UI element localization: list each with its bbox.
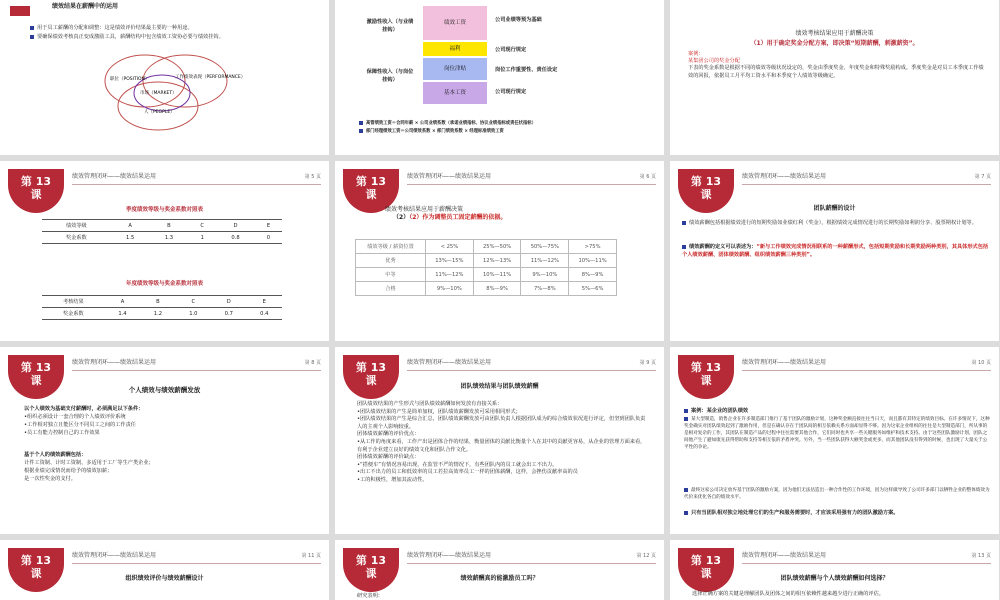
- venn-label-position: 职位（POSITION）: [110, 77, 150, 82]
- slide-title: 绩效薪酬真的能激励员工吗？: [460, 575, 539, 582]
- case-title: 案例：: [688, 51, 704, 57]
- conditions-heading: 以个人绩效为基础支付薪酬时，必须满足以下条件：: [24, 406, 144, 412]
- case-paragraph-1: 某大型制造，销售企业在许多制造部门推行了基于团队的激励计划，这种奖金额直接往往当日天，而且都有其特定的绩效目标。在许多情况下，这种奖金确实对团队绩效起到了激励作用，但是在确认存在于团队间的相互依赖关系方面却显得不够。因为这家企业组织的往往是大型制造部门，所从事的是相对复杂的工作，其团队在制造产品的过程中往往需要其他合作，它们同时也共享一些关键服务如维护和技术支持。由于这些团队激励计划，团队之间他产生了避如康先获得帮助和支持等相互依的矛盾冲突。另外，当一些团队获得大额奖金或更多，而其他团队没有得到的时候，也出现了大量关于公平性的争论。: [684, 417, 990, 450]
- type-1: 计件工资制、计时工资制、多适用于工厂等生产类企业；: [24, 460, 154, 466]
- salary-adjustment-table: 绩效等级 / 薪资位置 < 25% 25%—50% 50%—75% >75% 优秀 13%—15% 12%—13% 11%—12% 10%—11% 中等 11%—12% 10%—11% 9%—10% 8%—9% 合格 9%—10% 8%—9% 7%—8% 5%—6%: [355, 239, 617, 296]
- page-number: 第 8 页: [304, 360, 321, 366]
- slide-thumb-2[interactable]: [335, 0, 664, 155]
- slide-header: 绩效管理闭环——绩效结果运用: [407, 552, 492, 559]
- lesson-badge: 第 13 课: [8, 548, 64, 592]
- bar-welfare: 福利: [423, 42, 487, 56]
- lesson-badge: 第 13 课: [8, 355, 64, 399]
- case-heading: 案例：某企业的团队绩效: [684, 407, 748, 415]
- condition-2: •工作相对独立且能区分不同员工之间的工作责任: [24, 422, 136, 428]
- types-heading: 基于个人的绩效薪酬包括：: [24, 452, 87, 458]
- slide-thumb-4[interactable]: [0, 161, 329, 341]
- slide-header: 绩效管理闭环——绩效结果运用: [72, 173, 157, 180]
- case-name: 某集团公司的奖金分配: [688, 58, 740, 64]
- bullet-2: 要确保绩效考核真正变成激励工具，薪酬结构中包含绩效工资协必要与绩效挂钩。: [30, 33, 310, 41]
- lesson-badge: 第 13 课: [343, 355, 399, 399]
- slide-header: 绩效管理闭环——绩效结果运用: [72, 552, 157, 559]
- slide-title: 绩效考核结果应用于薪酬决策: [795, 30, 874, 37]
- slide-title: 绩效结果在薪酬中的运用: [52, 3, 119, 10]
- slide-title: 团队绩效结果与团队绩效薪酬: [460, 383, 539, 390]
- case-paragraph-2: 最终这家公司决定放弃基于团队的激励方案，因为他们无法估造出一种合作性的工作环境，因为这样做导致了公司许多部门以牺牲企业的整体绩效为代价来优化各自的绩效水平。: [684, 488, 990, 500]
- page-number: 第 6 页: [639, 174, 656, 180]
- slide-thumb-11[interactable]: [335, 540, 664, 600]
- slide-thumb-7[interactable]: [0, 347, 329, 534]
- slide-header: 绩效管理闭环——绩效结果运用: [742, 552, 827, 559]
- lesson-badge: 第 13 课: [343, 548, 399, 592]
- lesson-badge: 第 13 课: [678, 548, 734, 592]
- slide-subtitle: （2）（2）作为调整员工固定薪酬的依据。: [393, 214, 507, 221]
- quarterly-bonus-table: 绩效等级 A B C D E 奖金系数 1.5 1.3 1 0.8 0: [42, 219, 282, 244]
- lesson-badge: 第 13 课: [8, 169, 64, 213]
- slide-header: 绩效管理闭环——绩效结果运用: [407, 173, 492, 180]
- condition-1: •组织必须设计一套合理的个人绩效评价系统: [24, 414, 126, 420]
- lesson-badge: 第 13 课: [678, 355, 734, 399]
- condition-3: •员工有能力控制自己的工作效果: [24, 430, 100, 436]
- page-number: 第 12 页: [636, 553, 656, 559]
- slide-title: 绩效考核结果应用于薪酬决策: [385, 206, 464, 213]
- page-number: 第 7 页: [974, 174, 991, 180]
- page-number: 第 11 页: [301, 553, 321, 559]
- slide-title: 团队绩效薪酬与个人绩效薪酬如何选择？: [780, 575, 889, 582]
- page-number: 第 13 页: [971, 553, 991, 559]
- incentive-income-label: 激励性收入（与业绩挂钩）: [366, 19, 414, 33]
- note-2: 部门经理绩效工资＝公司绩效系数 × 部门绩效系数 × 经理标准绩效工资: [359, 128, 649, 136]
- annual-bonus-table: 考核结果 A B C D E 奖金系数 1.4 1.2 1.0 0.7 0.4: [42, 295, 282, 320]
- slide-subtitle: （1）用于确定奖金分配方案，即决策“短期薪酬，刺激薪资”。: [750, 40, 919, 47]
- table-2-title: 年度绩效等级与奖金系数对照表: [125, 281, 203, 287]
- basis-3: 岗位工作重要性、责任设定: [495, 67, 558, 73]
- slide-thumb-1[interactable]: [0, 0, 329, 155]
- bullet-1: 用于员工薪酬的分配和调整：这是绩效评价结果最主要的一种用途。: [30, 24, 310, 32]
- bar-base-pay: 基本工资: [423, 82, 487, 104]
- intro-text: 研究表明：: [357, 593, 383, 599]
- type-2: 根据业绩完成情况而给予的绩效加薪；: [24, 468, 113, 474]
- venn-label-market: 市场（MARKET）: [140, 91, 177, 96]
- page-number: 第 10 页: [971, 360, 991, 366]
- bar-allowance: 岗位津贴: [423, 58, 487, 80]
- slide-thumb-8[interactable]: [335, 347, 664, 534]
- slide-thumb-5[interactable]: [335, 161, 664, 341]
- basis-4: 公司现行规定: [495, 89, 527, 95]
- slide-thumb-3[interactable]: [670, 0, 999, 155]
- team-pay-body: 团队绩效结果的产生形式与团队绩效薪酬如何发放有直接关系： •团队绩效结果的产生是简单加权，团队绩效薪酬发放可采用相同形式； •团队绩效结果的产生是综合汇总，团队绩效薪酬发放可由团队负责人根据团队成为的综合绩效状况进行评定，但坚到团队负责人的主观个人影响较重。 团体绩效薪酬的评价优点： •从工作的角度来看，工作产出是团体合作的结果，衡量团体的贡献比衡量个人在其中的贡献更容易，从企业的管理方面来看，有利于企业建立良好的绩效文化和团队合作文化。 团体绩效薪酬的评价缺点： •“搭便车”有情况容易出现，在监管不严的情况下，有些团队内的员工就会出工不出力。 •出工不出力的员工和低效率的员工若拉高效率员工一样的团体薪酬，这样，会挫伤贡献率高的员 •工的积极性，增加其流动性。: [357, 401, 646, 483]
- guarantee-income-label: 保障性收入（与岗位挂钩）: [366, 69, 414, 83]
- basis-1: 公司业绩等预为基础: [495, 17, 542, 23]
- slide-title: 个人绩效与绩效薪酬发放: [128, 386, 201, 394]
- slide-header: 绩效管理闭环——绩效结果运用: [72, 359, 157, 366]
- slide-thumb-9[interactable]: [670, 347, 999, 534]
- bar-performance-pay: 绩效工资: [423, 6, 487, 40]
- conclusion: 只有当团队相对独立地处理它们的生产和服务需要时，才应该采用强有力的团队激励方案。: [684, 509, 990, 517]
- paragraph-2: 绩效薪酬的定义可以表述为：“新与工作绩效完成情况相联系的一种薪酬形式，包括短期奖励和长期奖励两种类别，其具体形式包括个人绩效薪酬、团体绩效薪酬、组织绩效薪酬三种类别”。: [682, 244, 989, 258]
- paragraph-1: 绩效薪酬包括根据绩效进行的短期奖励如业绩红利（奖金），根据绩效完成情况进行的长期奖励如利润分享、股票期权计划等。: [682, 219, 990, 227]
- case-text: 下表的奖金系数是根据不同的绩效等级状况设定的，奖金由季度奖金、年度奖金和特殊奖励构成。季度奖金是对员工本季度工作绩效的回报，依据员工月平均工资水平和本季度个人绩效等级确定。: [688, 65, 984, 79]
- slide-thumb-10[interactable]: [0, 540, 329, 600]
- table-1-title: 季度绩效等级与奖金系数对照表: [125, 207, 203, 213]
- slide-thumb-6[interactable]: [670, 161, 999, 341]
- slide-title: 团队薪酬的设计: [813, 205, 856, 212]
- page-number: 第 5 页: [304, 174, 321, 180]
- venn-label-people: 人（PEOPLE）: [144, 110, 175, 115]
- slide-header: 绩效管理闭环——绩效结果运用: [742, 173, 827, 180]
- venn-label-performance: 工作绩效表现（PERFORMANCE）: [175, 75, 246, 80]
- slide-header: 绩效管理闭环——绩效结果运用: [407, 359, 492, 366]
- slide-thumb-12[interactable]: [670, 540, 999, 600]
- page-number: 第 9 页: [639, 360, 656, 366]
- type-3: 是一次性奖金的支付。: [24, 476, 76, 482]
- note-1: 高管绩效工资＝合同年薪 × 公司业绩系数（承诺业绩指标、协议业绩指标或责任状指标）: [359, 120, 649, 128]
- lesson-badge: 第 13 课: [678, 169, 734, 213]
- slide-title: 组织绩效评价与绩效薪酬设计: [125, 575, 204, 582]
- venn-diagram: [80, 48, 260, 138]
- basis-2: 公司现行规定: [495, 47, 527, 53]
- lesson-badge: 第 13 课: [343, 169, 399, 213]
- slide-header: 绩效管理闭环——绩效结果运用: [742, 359, 827, 366]
- intro-text: 选择正确方案的关键是理解团队及团体之间的相互依赖性越来越少进行正确的评估。: [692, 591, 884, 597]
